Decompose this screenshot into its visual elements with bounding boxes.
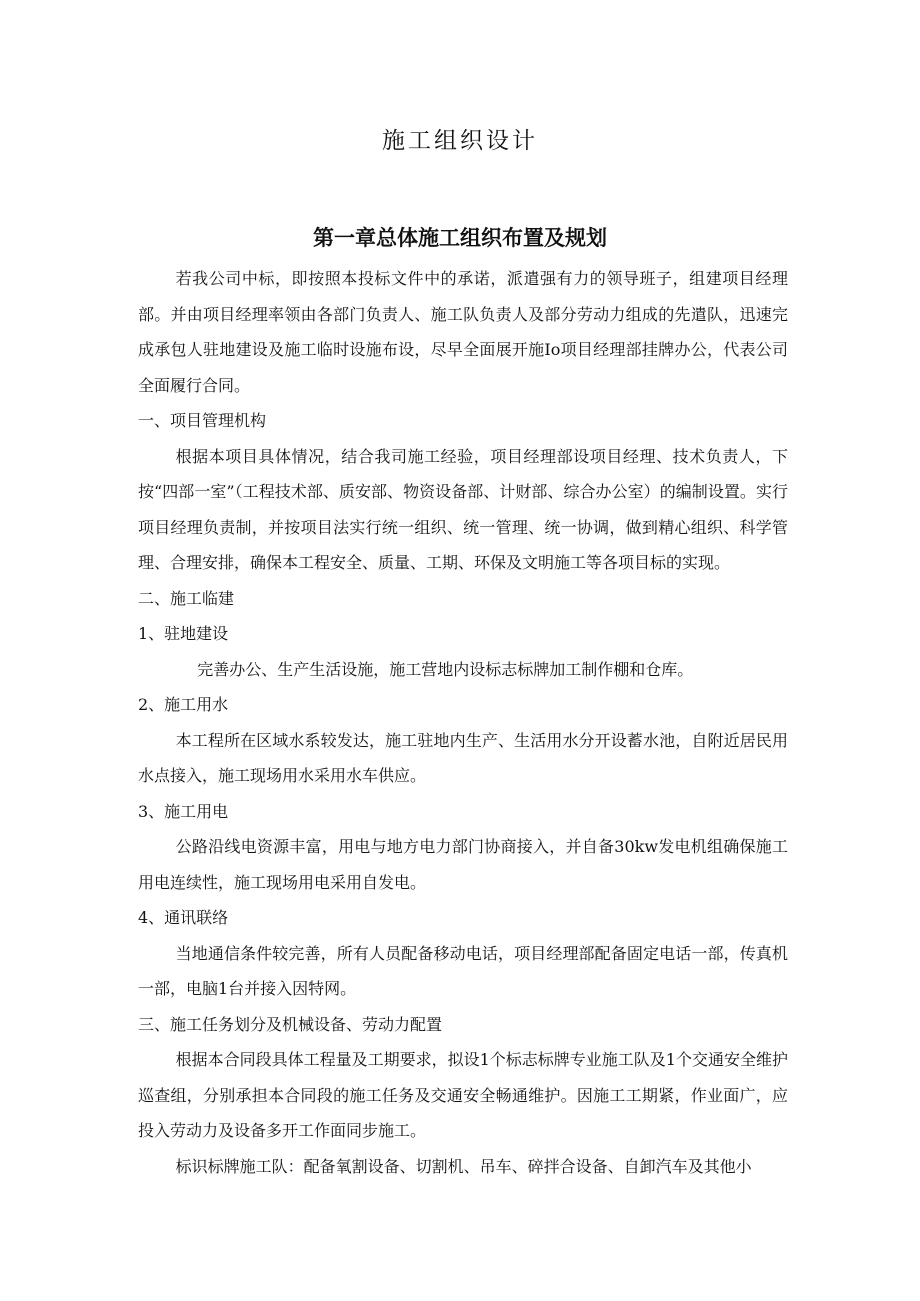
document-body [138,261,788,1184]
paragraph-camp: 完善办公、生产生活设施，施工营地内设标志标牌加工制作棚和仓库。 [197,659,694,679]
paragraph-water: 本工程所在区域水系较发达，施工驻地内生产、生活用水分开设蓄水池，自附近居民用水点接入，施工现场用水采用水车供应。 [138,730,788,785]
document-title: 施工组织设计 [382,128,538,154]
section-heading-tasks: 三、施工任务划分及机械设备、劳动力配置 [138,1014,443,1034]
subheading-water: 2、施工用水 [138,695,229,714]
section-heading-temporary: 二、施工临建 [138,588,235,608]
chapter-title: 第一章总体施工组织布置及规划 [313,226,607,250]
subheading-communication: 4、通讯联络 [138,908,229,927]
paragraph-sign-team: 标识标牌施工队：配备氧割设备、切割机、吊车、碎拌合设备、自卸汽车及其他小 [175,1156,752,1176]
subheading-camp: 1、驻地建设 [138,624,229,643]
paragraph-power: 公路沿线电资源丰富，用电与地方电力部门协商接入，并自备30kw发电机组确保施工用电连续性，施工现场用电采用自发电。 [138,837,788,892]
paragraph-intro: 若我公司中标，即按照本投标文件中的承诺，派遣强有力的领导班子，组建项目经理部。并由项目经理率领由各部门负责人、施工队负责人及部分劳动力组成的先遣队，迅速完成承包人驻地建设及施工临时设施布设，尽早全面展开施Io项目经理部挂牌办公，代表公司全面履行合同。 [138,269,788,395]
section-heading-management: 一、项目管理机构 [138,411,267,430]
subheading-power: 3、施工用电 [138,801,229,821]
paragraph-tasks: 根据本合同段具体工程量及工期要求，拟设1个标志标牌专业施工队及1个交通安全维护巡查组，分别承担本合同段的施工任务及交通安全畅通维护。因施工工期紧，作业面广，应投入劳动力及设备多开工作面同步施工。 [138,1050,788,1140]
paragraph-management: 根据本项目具体情况，结合我司施工经验，项目经理部设项目经理、技术负责人，下按“四部一室”（工程技术部、质安部、物资设备部、计财部、综合办公室）的编制设置。实行项目经理负责制，并按项目法实行统一组织、统一管理、统一协调，做到精心组织、科学管理、合理安排，确保本工程安全、质量、工期、环保及文明施工等各项目标的实现。 [138,446,788,572]
paragraph-communication: 当地通信条件较完善，所有人员配备移动电话，项目经理部配备固定电话一部，传真机一部，电脑1台并接入因特网。 [138,943,788,998]
